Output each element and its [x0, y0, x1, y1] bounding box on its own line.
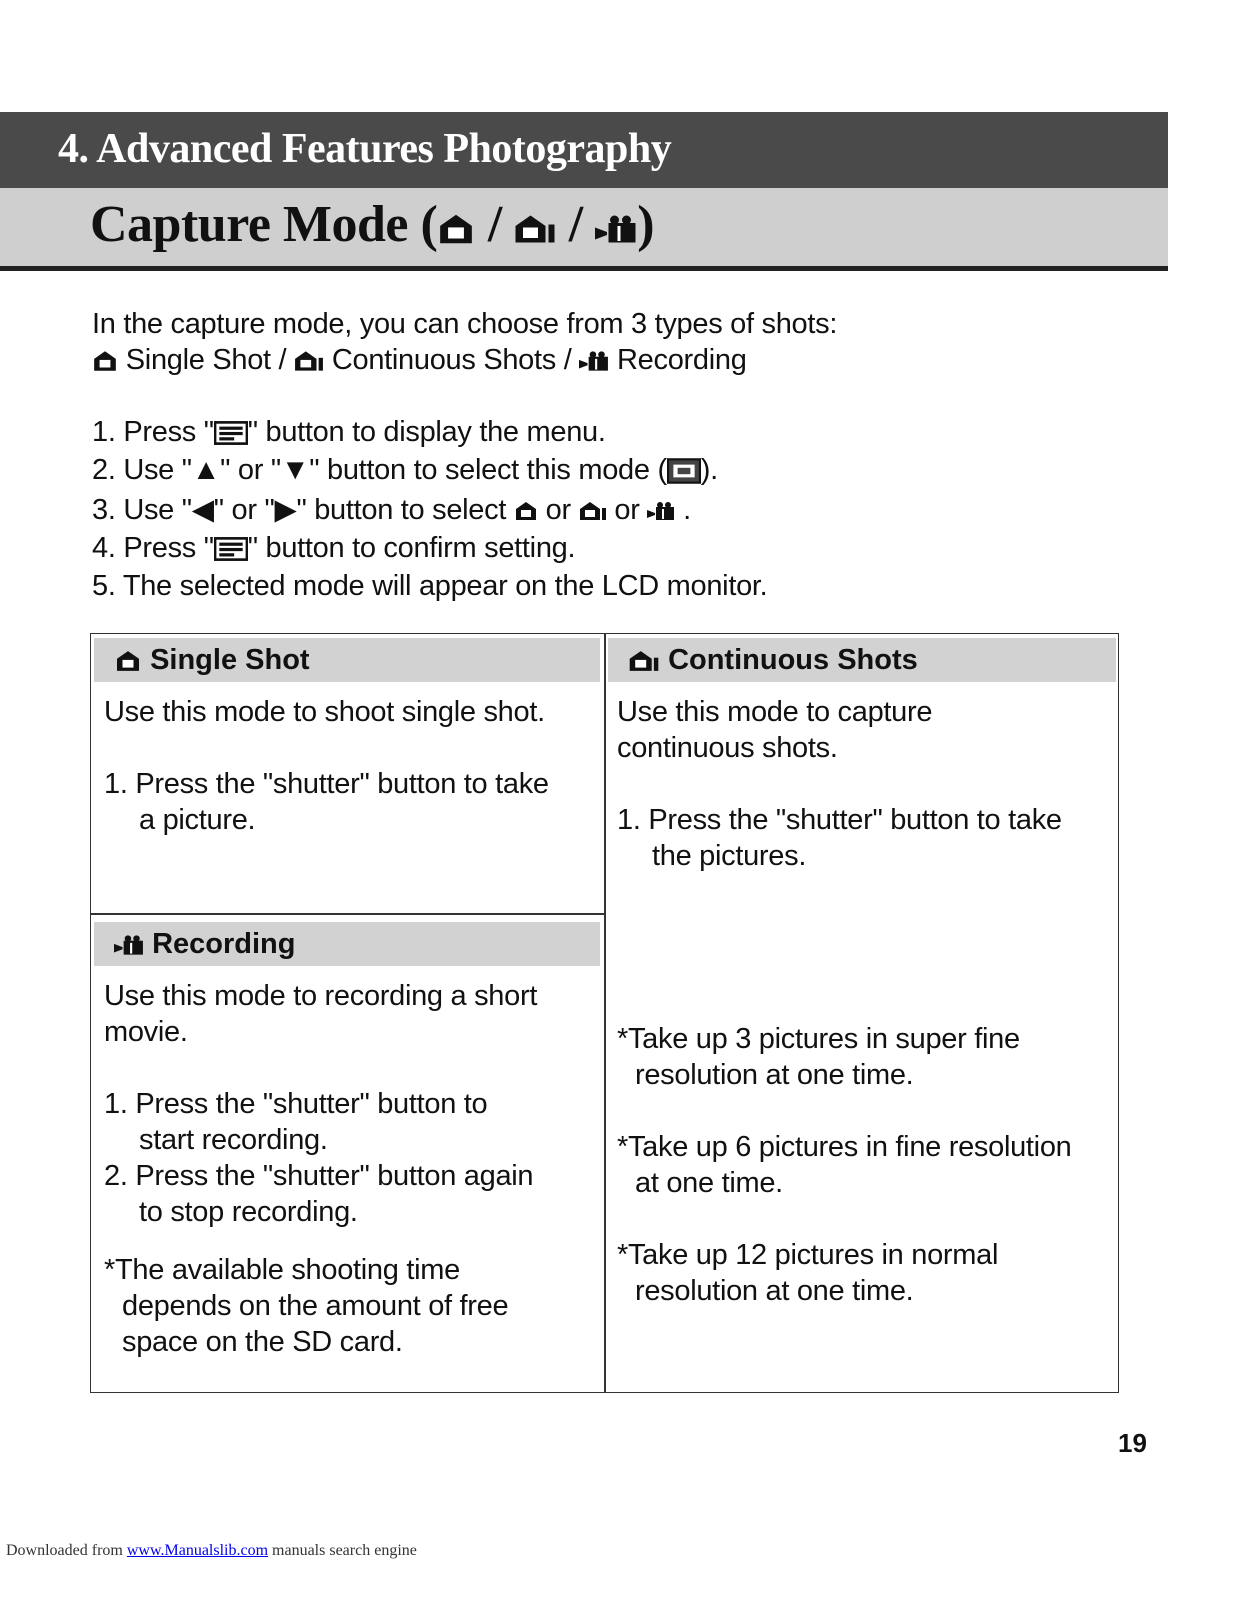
- page-title: [90, 192, 654, 258]
- continuous-shots-title: Continuous Shots: [668, 644, 918, 676]
- recording-body: [104, 978, 544, 1360]
- page-title-separator: /: [568, 196, 583, 253]
- continuous-shots-camera-icon: [514, 213, 556, 245]
- continuous-shots-camera-icon: [579, 501, 607, 521]
- step-text: ).: [700, 454, 718, 486]
- step-item: [92, 452, 767, 492]
- recording-step: 1. Press the "shutter" button to start recording.: [104, 1088, 488, 1156]
- single-shot-camera-icon: [437, 213, 475, 245]
- section-title: 4. Advanced Features Photography: [58, 126, 672, 172]
- single-shot-camera-icon: [114, 650, 142, 672]
- capture-mode-icon: [667, 458, 701, 484]
- intro-continuous-label: Continuous Shots /: [331, 344, 572, 376]
- instruction-steps: [92, 414, 767, 606]
- step-text: or: [545, 494, 571, 526]
- continuous-shots-body: [617, 694, 1077, 874]
- step-text: 1. Press ": [92, 416, 214, 448]
- single-shot-step: 1. Press the "shutter" button to take a picture.: [104, 768, 549, 836]
- movie-camera-icon: [595, 213, 637, 245]
- single-shot-header: [94, 638, 600, 682]
- table-divider: [604, 634, 606, 1392]
- recording-note: *The available shooting time depends on the amount of free space on the SD card.: [104, 1254, 509, 1358]
- step-text: or: [614, 494, 640, 526]
- single-shot-body: [104, 694, 564, 838]
- step-text: 5. The selected mode will appear on the LCD monitor.: [92, 570, 768, 602]
- menu-button-icon: [214, 536, 248, 562]
- page-number: 19: [1118, 1428, 1147, 1458]
- recording-step: 2. Press the "shutter" button again to stop recording.: [104, 1160, 534, 1228]
- recording-title: Recording: [152, 928, 296, 960]
- step-text: " button to display the menu.: [247, 416, 606, 448]
- menu-button-icon: [214, 420, 248, 446]
- continuous-shots-header: [608, 638, 1116, 682]
- capture-mode-table: [90, 633, 1119, 1393]
- step-item: [92, 530, 767, 568]
- intro-line: In the capture mode, you can choose from 3 types of shots:: [92, 308, 838, 340]
- page-title-text: Capture Mode: [90, 196, 409, 253]
- single-shot-description: Use this mode to shoot single shot.: [104, 696, 545, 728]
- continuous-shots-camera-icon: [628, 650, 660, 672]
- single-shot-camera-icon: [514, 501, 538, 521]
- movie-camera-icon: [647, 501, 675, 521]
- step-text: " button to confirm setting.: [247, 532, 576, 564]
- intro-single-label: Single Shot /: [125, 344, 287, 376]
- continuous-shots-camera-icon: [294, 350, 324, 372]
- movie-camera-icon: [114, 934, 144, 956]
- movie-camera-icon: [579, 350, 609, 372]
- manualslib-link[interactable]: www.Manualslib.com: [126, 1542, 269, 1559]
- recording-header: [94, 922, 600, 966]
- continuous-shots-note: *Take up 6 pictures in fine resolution at one time.: [617, 1131, 1072, 1199]
- continuous-shots-step: 1. Press the "shutter" button to take the pictures.: [617, 804, 1062, 872]
- footer-prefix: Downloaded from: [6, 1542, 127, 1559]
- step-text: 4. Press ": [92, 532, 214, 564]
- recording-description: Use this mode to recording a short movie.: [104, 980, 538, 1048]
- step-item: [92, 568, 767, 606]
- footer-suffix: manuals search engine: [268, 1542, 417, 1559]
- step-text: 3. Use "◀" or "▶" button to select: [92, 494, 507, 526]
- page-title-separator: /: [487, 196, 502, 253]
- single-shot-camera-icon: [92, 350, 118, 372]
- download-footer: [6, 1542, 417, 1560]
- intro-modes-line: [92, 342, 837, 378]
- intro-recording-label: Recording: [617, 344, 747, 376]
- continuous-shots-note: *Take up 12 pictures in normal resolution at one time.: [617, 1239, 999, 1307]
- step-text: 2. Use "▲" or "▼" button to select this mode (: [92, 454, 667, 486]
- step-text: .: [683, 494, 691, 526]
- continuous-shots-note: *Take up 3 pictures in super fine resolution at one time.: [617, 1023, 1020, 1091]
- page-title-close-paren: ): [637, 196, 655, 253]
- table-divider: [91, 913, 605, 915]
- single-shot-title: Single Shot: [150, 644, 310, 676]
- step-item: [92, 414, 767, 452]
- intro-text: [92, 306, 837, 378]
- page-title-open-paren: (: [420, 196, 438, 253]
- step-item: [92, 492, 767, 530]
- continuous-shots-description: Use this mode to capture continuous shots.: [617, 696, 933, 764]
- continuous-shots-notes: [617, 1021, 1077, 1309]
